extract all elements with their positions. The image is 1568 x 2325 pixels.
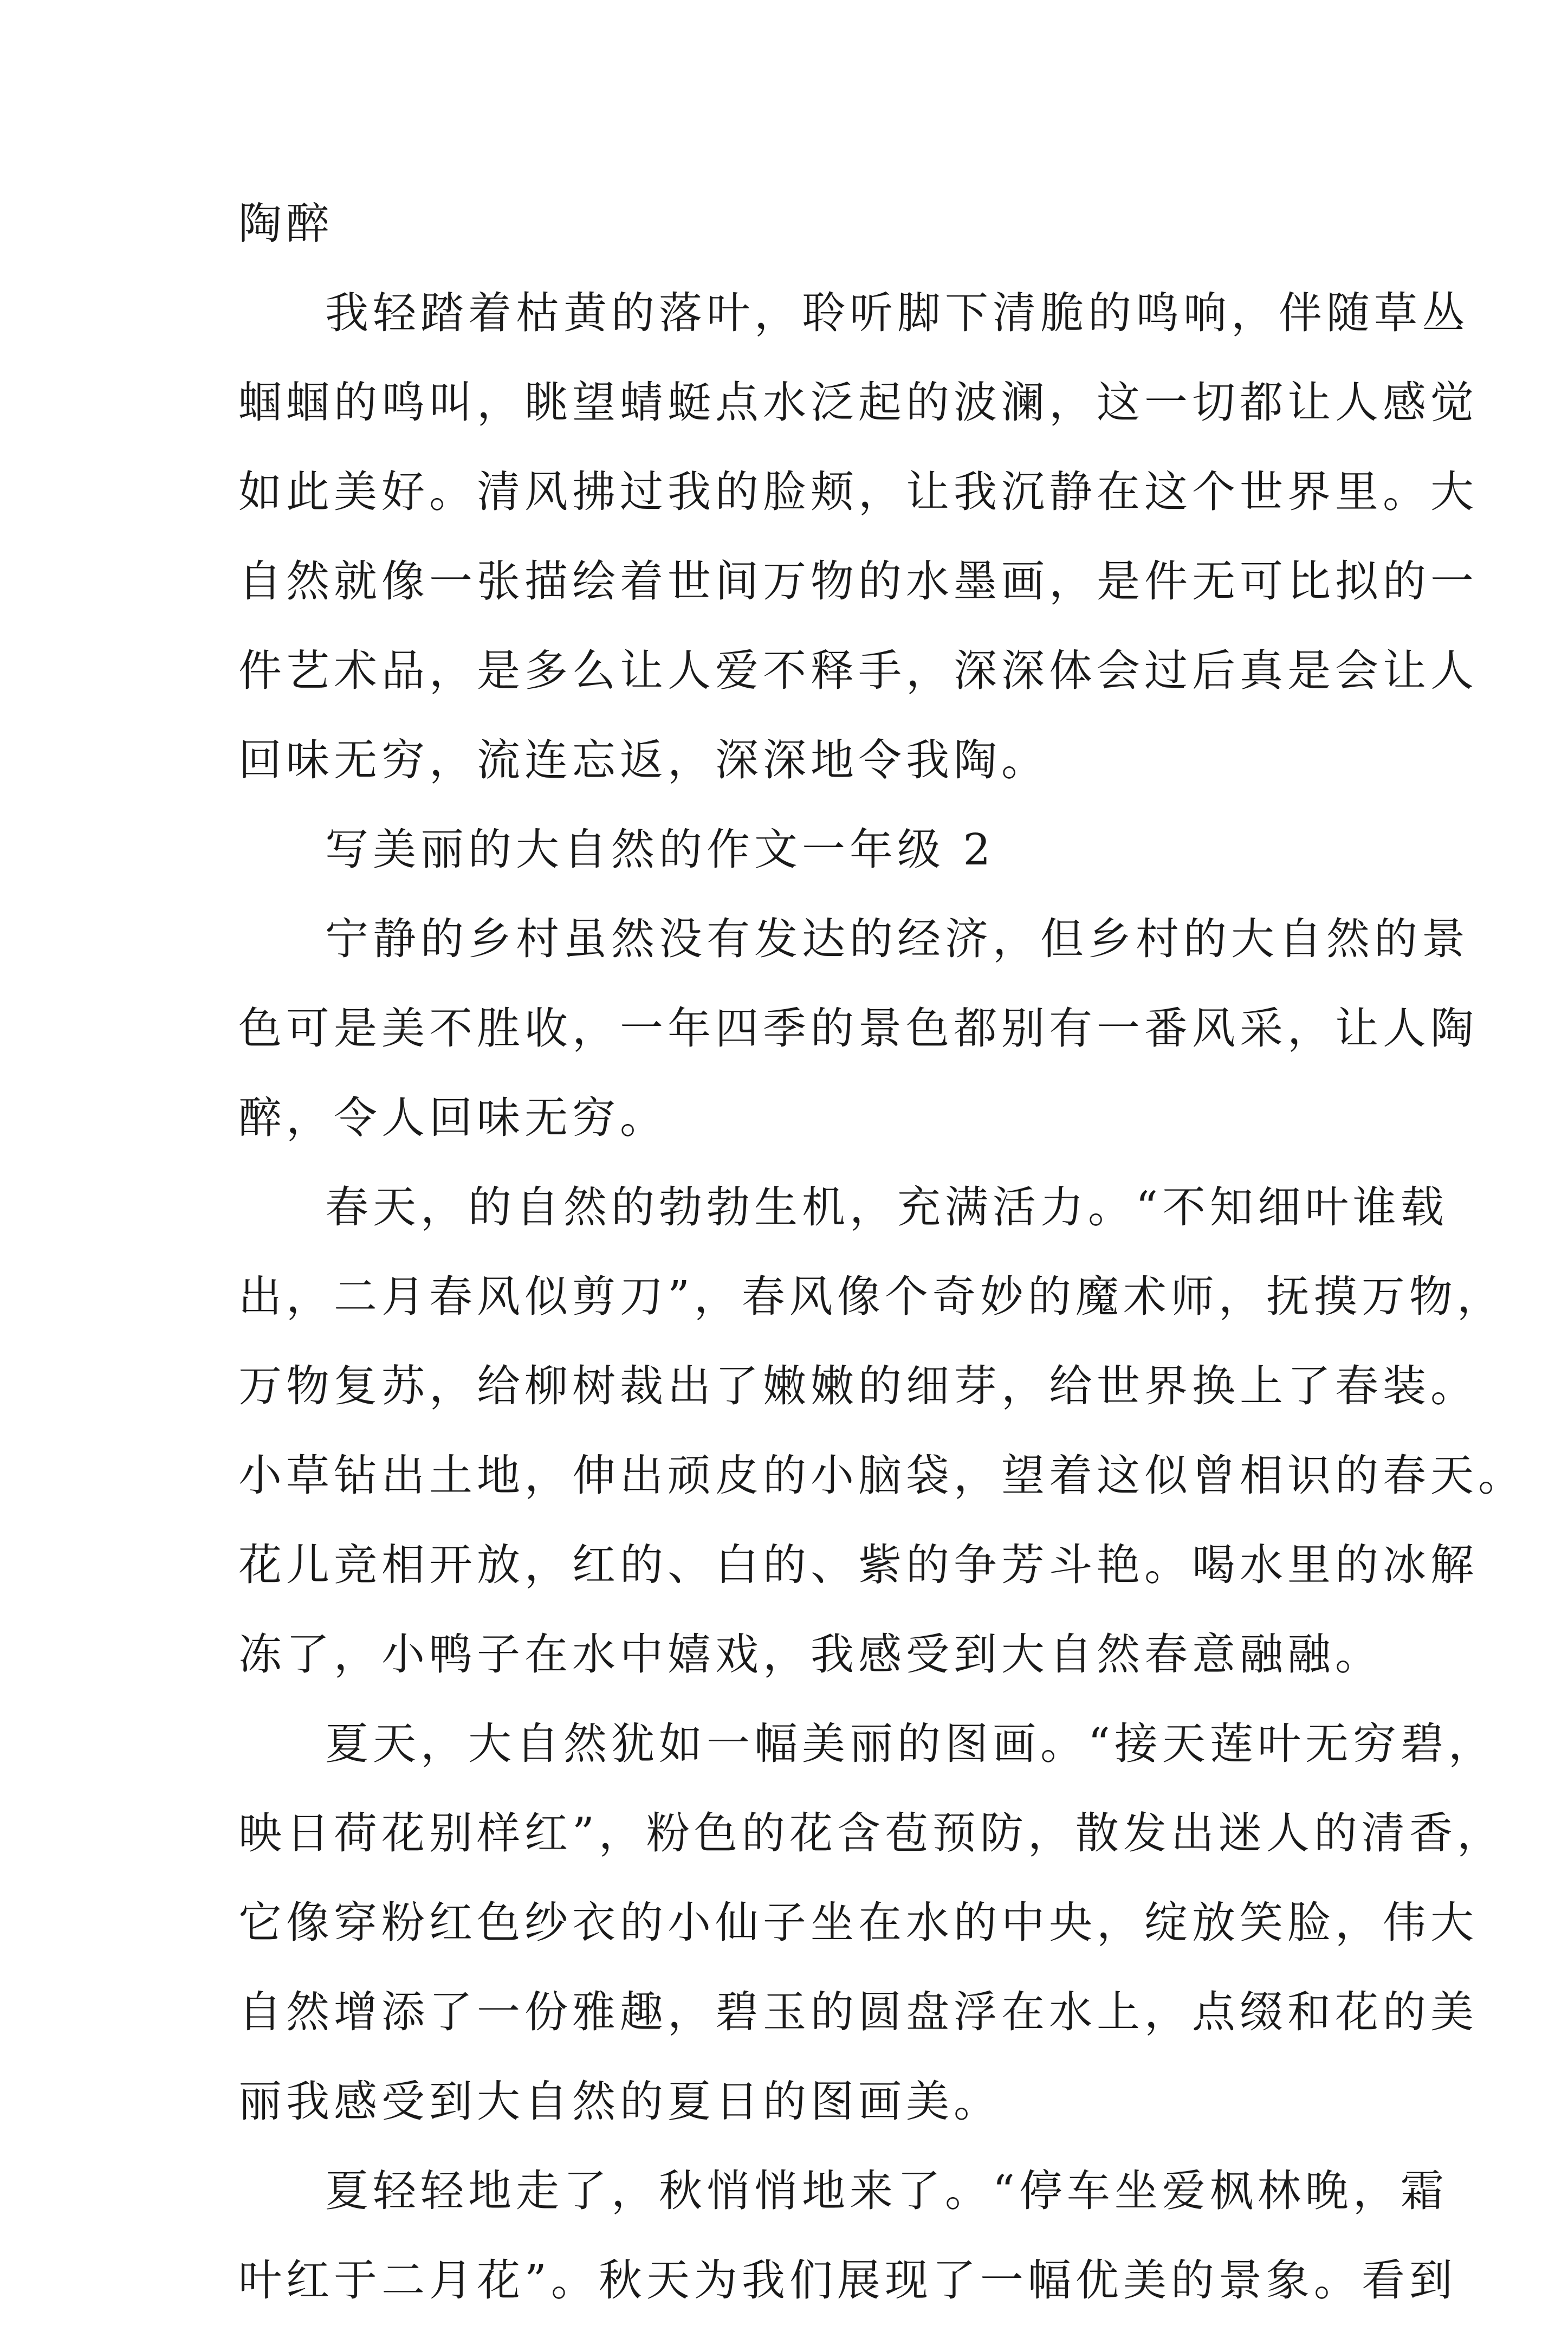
paragraph-start-line: 夏轻轻地走了，秋悄悄地来了。“停车坐爱枫林晚，霜 <box>325 2166 1448 2216</box>
text-line: 小草钻出土地，伸出顽皮的小脑袋，望着这似曾相识的春天。 <box>238 1450 1526 1501</box>
text-line: 蝈蝈的鸣叫，眺望蜻蜓点水泛起的波澜，这一切都让人感觉 <box>238 377 1478 428</box>
text-line: 陶醉 <box>238 198 334 249</box>
text-line: 万物复苏，给柳树裁出了嫩嫩的细芽，给世界换上了春装。 <box>238 1361 1478 1411</box>
article-body <box>238 179 1526 2325</box>
text-line: 自然增添了一份雅趣，碧玉的圆盘浮在水上，点缀和花的美 <box>238 1987 1478 2037</box>
text-line: 自然就像一张描绘着世间万物的水墨画，是件无可比拟的一 <box>238 556 1478 606</box>
text-line: 如此美好。清风拂过我的脸颊，让我沉静在这个世界里。大 <box>238 467 1478 517</box>
text-line: 映日荷花别样红”，粉色的花含苞预防，散发出迷人的清香， <box>238 1808 1505 1858</box>
paragraph-start-line: 夏天，大自然犹如一幅美丽的图画。“接天莲叶无穷碧， <box>325 1719 1496 1769</box>
paragraph-start-line: 春天，的自然的勃勃生机，充满活力。“不知细叶谁载 <box>325 1182 1448 1232</box>
text-line: 叶红于二月花”。秋天为我们展现了一幅优美的景象。看到 <box>238 2255 1457 2305</box>
paragraph-start-line: 我轻踏着枯黄的落叶，聆听脚下清脆的鸣响，伴随草丛 <box>325 288 1469 338</box>
paragraph-start-line: 宁静的乡村虽然没有发达的经济，但乡村的大自然的景 <box>325 914 1469 964</box>
text-line: 花儿竞相开放，红的、白的、紫的争芳斗艳。喝水里的冰解 <box>238 1540 1478 1590</box>
text-line: 醉，令人回味无穷。 <box>238 1093 668 1143</box>
text-line: 回味无穷，流连忘返，深深地令我陶。 <box>238 735 1049 785</box>
text-line: 它像穿粉红色纱衣的小仙子坐在水的中央，绽放笑脸，伟大 <box>238 1897 1478 1948</box>
text-line: 冻了，小鸭子在水中嬉戏，我感受到大自然春意融融。 <box>238 1629 1383 1680</box>
text-line: 色可是美不胜收，一年四季的景色都别有一番风采，让人陶 <box>238 1003 1478 1054</box>
text-line: 丽我感受到大自然的夏日的图画美。 <box>238 2076 1001 2127</box>
section-heading: 写美丽的大自然的作文一年级 2 <box>325 824 995 875</box>
text-line: 件艺术品，是多么让人爱不释手，深深体会过后真是会让人 <box>238 645 1478 696</box>
text-line: 出，二月春风似剪刀”，春风像个奇妙的魔术师，抚摸万物， <box>238 1271 1505 1322</box>
